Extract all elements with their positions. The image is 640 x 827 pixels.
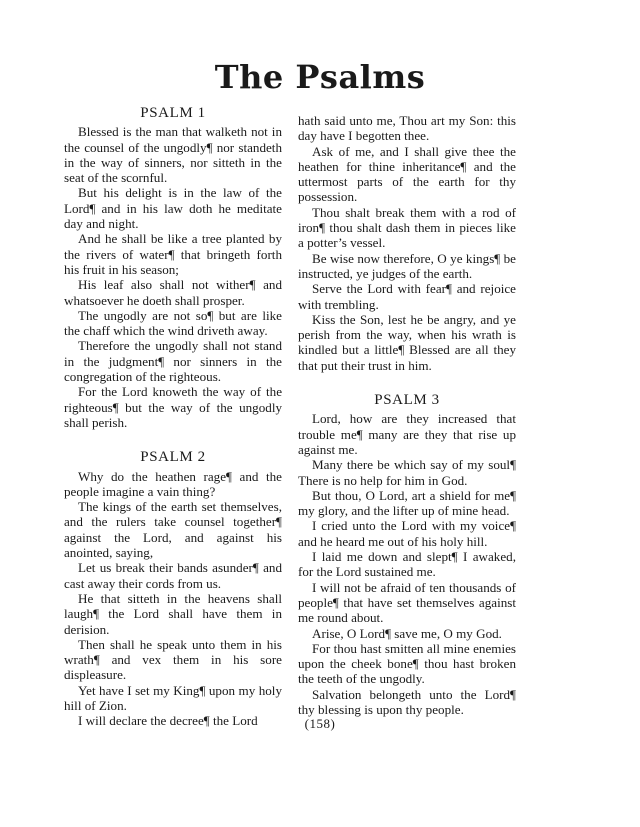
verse: Let us break their bands asunder¶ and cast away their cords from us. (64, 560, 282, 591)
psalm-heading: PSALM 2 (140, 449, 206, 466)
verse: He that sitteth in the heavens shall laugh¶ the Lord shall have them in derision. (64, 590, 282, 637)
verse: The kings of the earth set themselves, and the rulers take counsel together¶ against the Lord, and against his anointed, saying, (64, 499, 282, 561)
verse: Then shall he speak unto them in his wrath¶ and vex them in his sore displeasure. (64, 636, 282, 683)
verse: Thou shalt break them with a rod of iron¶ thou shalt dash them in pieces like a potter’s vessel. (298, 204, 516, 251)
verse: I will not be afraid of ten thousands of people¶ that have set themselves against me round about. (298, 579, 516, 626)
page-title: The Psalms (214, 58, 426, 96)
verse: But his delight is in the law of the Lord¶ and in his law doth he meditate day and night. (64, 185, 282, 232)
right-column (298, 113, 516, 717)
verse: I will declare the decree¶ the Lord (78, 713, 258, 729)
verse: Arise, O Lord¶ save me, O my God. (312, 625, 502, 641)
page-number: (158) (304, 716, 336, 731)
verse: I cried unto the Lord with my voice¶ and he heard me out of his holy hill. (298, 518, 516, 549)
verse: Why do the heathen rage¶ and the people imagine a vain thing? (64, 468, 282, 499)
verse: Ask of me, and I shall give thee the heathen for thine inheritance¶ and the uttermost parts of the earth for thy possession. (298, 143, 516, 205)
verse: Yet have I set my King¶ upon my holy hill of Zion. (64, 682, 282, 713)
verse: But thou, O Lord, art a shield for me¶ my glory, and the lifter up of mine head. (298, 487, 516, 519)
verse: The ungodly are not so¶ but are like the chaff which the wind driveth away. (64, 307, 282, 339)
verse: Many there be which say of my soul¶ There is no help for him in God. (298, 457, 516, 488)
verse-continuation: hath said unto me, Thou art my Son: this day have I begotten thee. (298, 113, 516, 144)
verse: Salvation belongeth unto the Lord¶ thy blessing is upon thy people. (298, 686, 516, 717)
left-column (64, 106, 282, 729)
verse: Serve the Lord with fear¶ and rejoice with trembling. (298, 281, 516, 312)
verse: For the Lord knoweth the way of the righteous¶ but the way of the ungodly shall perish. (64, 384, 282, 430)
verse: Therefore the ungodly shall not stand in the judgment¶ nor sinners in the congregation of the righteous. (64, 338, 282, 385)
verse: And he shall be like a tree planted by the rivers of water¶ that bringeth forth his fruit in his season; (64, 231, 282, 277)
verse: Lord, how are they increased that trouble me¶ many are they that rise up against me. (298, 411, 516, 457)
psalm-heading: PSALM 3 (374, 392, 440, 409)
verse: Blessed is the man that walketh not in the counsel of the ungodly¶ nor standeth in the way of sinners, nor sitteth in the seat of the scornful. (64, 124, 282, 186)
verse: Be wise now therefore, O ye kings¶ be instructed, ye judges of the earth. (298, 250, 516, 281)
psalm-heading: PSALM 1 (140, 105, 206, 121)
verse: Kiss the Son, lest he be angry, and ye perish from the way, when his wrath is kindled but a little¶ Blessed are all they that put their trust in him. (298, 311, 516, 373)
verse: His leaf also shall not wither¶ and whatsoever he doeth shall prosper. (64, 277, 282, 308)
verse: For thou hast smitten all mine enemies upon the cheek bone¶ thou hast broken the teeth of the ungodly. (298, 640, 516, 687)
verse: I laid me down and slept¶ I awaked, for the Lord sustained me. (298, 549, 516, 580)
